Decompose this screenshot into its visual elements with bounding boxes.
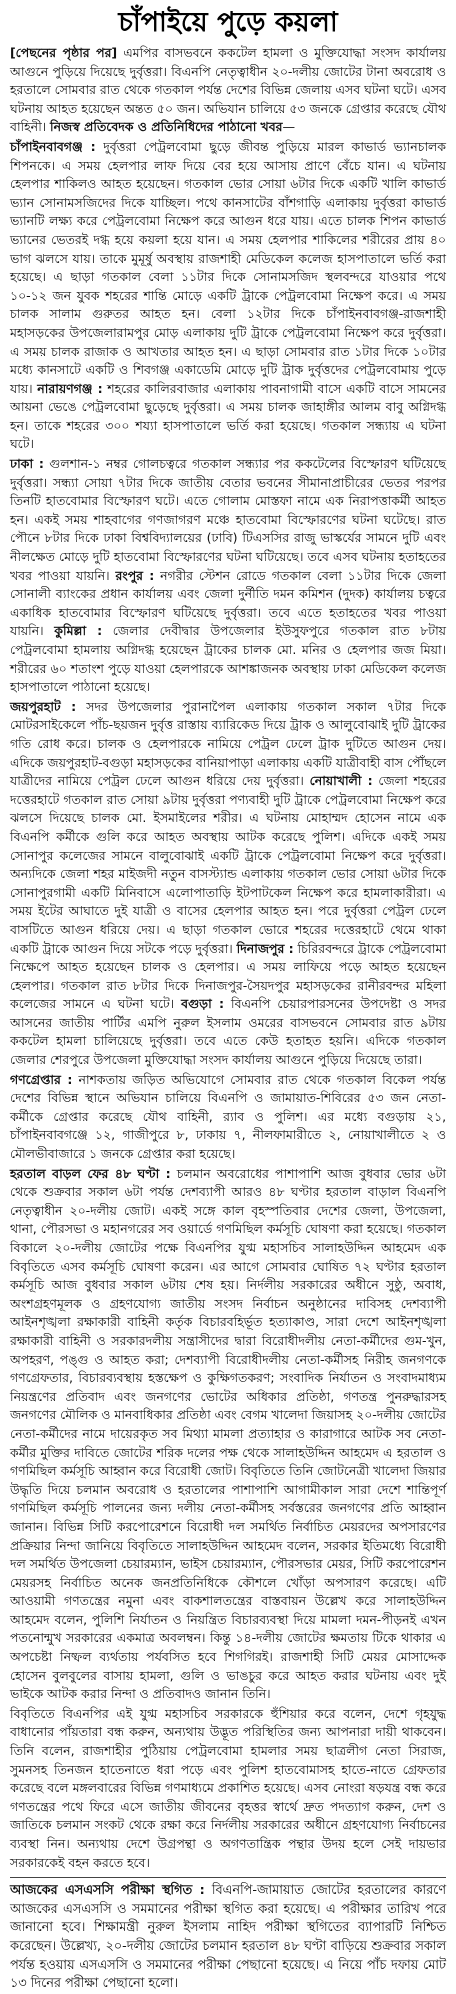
location-label: নোয়াখালী : xyxy=(309,773,373,789)
article-body xyxy=(10,44,446,1872)
paragraph-text: চলমান অবরোধের পাশাপাশি আজ বুধবার ভোর ৬টা থেকে শুক্রবার সকাল ৬টা পর্যন্ত দেশব্যাপী আরও ৪৮ ঘণ্টার হরতাল বাড়াল বিএনপি নেতৃত্বাধীন ২০-দলীয় জোট। একই সঙ্গে কাল বৃহস্পতিবার দেশের জেলা, উপজেলা, থানা, পৌরসভা ও মহানগরের সব ওয়ার্ডে গণমিছিল কর্মসূচি ঘোষণা করা হয়েছে। গতকাল বিকালে ২০-দলীয় জোটের পক্ষে বিএনপির যুগ্ম মহাসচিব সালাহউদ্দিন আহমেদ এক বিবৃতিতে এসব কর্মসূচি ঘোষণা করেন। এর আগে সোমবার ঘোষিত ৭২ ঘণ্টার হরতাল কর্মসূচি আজ বুধবার সকাল ৬টায় শেষ হয়। নির্দলীয় সরকারের অধীনে সুষ্ঠু, অবাধ, অংশগ্রহণমূলক ও গ্রহণযোগ্য জাতীয় সংসদ নির্বাচন অনুষ্ঠানের দাবিসহ দেশব্যাপী আইনশৃঙ্খলা রক্ষাকারী বাহিনী কর্তৃক বিচারবহির্ভূত হত্যাকাণ্ড, সারা দেশে আইনশৃঙ্খলা রক্ষাকারী বাহিনী ও সরকারদলীয় সন্ত্রাসীদের দ্বারা বিরোধীদলীয় নেতা-কর্মীদের গুম-খুন, অপহরণ, পঙ্গু ও আহত করা; দেশব্যাপী বিরোধীদলীয় নেতা-কর্মীসহ নিরীহ জনগণকে গণগ্রেফতার, বিচারব্যবস্থায় হস্তক্ষেপ ও কুক্ষিগতকরণ; সংবাদিক নির্যাতন ও সংবাদমাধ্যম নিয়ন্ত্রণের প্রতিবাদ এবং জনগণের ভোটের অধিকার প্রতিষ্ঠা, গণতন্ত্র পুনরুদ্ধারসহ জনগণের মৌলিক ও মানবাধিকার প্রতিষ্ঠা এবং বেগম খালেদা জিয়াসহ ২০-দলীয় জোটের নেতা-কর্মীদের নামে দায়েরকৃত সব মিথ্যা মামলা প্রত্যাহার ও কারাগারে আটক সব নেতা-কর্মীর মুক্তির দাবিতে জোটের শরিক দলের পক্ষ থেকে সালাহউদ্দিন আহমেদ এ হরতাল ও গণমিছিল কর্মসূচি আহ্বান করে বিরোধী জোট। বিবৃতিতে তিনি জোটনেত্রী খালেদা জিয়ার উদ্ধৃতি দিয়ে চলমান অবরোধ ও হরতালের পাশাপাশি আগামীকাল সারা দেশে শান্তিপূর্ণ গণমিছিল কর্মসূচি পালনের জন্য দলীয় নেতা-কর্মীসহ সর্বস্তরের জনগণের প্রতি আহ্বান জানান। বিভিন্ন সিটি করপোরেশনে বিরোধী দল সমর্থিত নির্বাচিত মেয়রদের অপসারণের প্রক্রিয়ার নিন্দা জানিয়ে বিবৃতিতে সালাহউদ্দিন আহমেদ বলেন, সরকার ইতিমধ্যে বিরোধী দল সমর্থিত উপজেলা চেয়ারম্যান, ভাইস চেয়ারম্যান, পৌরসভার মেয়র, সিটি করপোরেশন মেয়রসহ নির্বাচিত অনেক জনপ্রতিনিধিকে কৌশলে খোঁড়া অপসারণ করেছে। এটি আওয়ামী গণতন্ত্রের নমুনা এবং বাকশালতন্ত্রের বাস্তবায়ন উল্লেখ করে সালাহউদ্দিন আহমেদ বলেন, পুলিশি নির্যাতন ও নিয়ন্ত্রিত বিচারব্যবস্থা দিয়ে মামলা দমন-পীড়নই এখন পতনোন্মুখ সরকারের একমাত্র অবলম্বন। কিন্তু ১৪-দলীয় জোটের ক্ষমতায় টিকে থাকার এ অপচেষ্টা নিষ্ফল ব্যর্থতায় পর্যবসিত হবে শিগগিরই। রাজশাহী সিটি মেয়র মোসাদ্দেক হোসেন বুলবুলের বাসায় হামলা, গুলি ও ভাঙচুর করে আহত করার ঘটনায় এবং দুই ভাইকে আটক করার নিন্দা ও প্রতিবাদও জানান তিনি। xyxy=(10,1165,446,1702)
location-label: কুমিল্লা : xyxy=(54,623,103,639)
continued-tag: [পেছনের পৃষ্ঠার পর] xyxy=(10,45,118,60)
paragraph-mass-arrest xyxy=(10,1071,446,1164)
paragraph-text: সদর উপজেলার পুরানাপৈল এলাকায় গতকাল সকাল ৭টার দিকে মোটরসাইকেলে পাঁচ-ছয়জন দুর্বৃত্ত রাস্তায় ব্যারিকেড দিয়ে ট্রাক ও আলুবোঝাই দুটি ট্রাকের গতি রোধ করে। চালক ও হেলপারকে নামিয়ে পেট্রল ঢেলে ট্রাক দুটিতে আগুন দেয়। এদিকে জয়পুরহাট-বগুড়া মহাসড়কের বানিয়াপাড়া এলাকায় একটি যাত্রীবাহী বাস পৌঁছলে যাত্রীদের নামিয়ে পেট্রল ঢেলে আগুন ধরিয়ে দেয় দুর্বৃত্তরা। xyxy=(10,698,446,789)
paragraph-text: বিএনপি চেয়ারপারসনের উপদেষ্টা ও সদর আসনের জাতীয় পার্টির এমপি নুরুল ইসলাম ওমরের বাসভবনে সোমবার রাত ৯টায় ককটেল হামলা চালিয়েছে দুর্বৃত্তরা। তবে এতে কেউ হতাহত হয়নি। এদিকে গতকাল জেলার শেরপুরে উপজেলা মুক্তিযোদ্ধা সংসদ কার্যালয় আগুনে পুড়িয়ে দিয়েছে তারা। xyxy=(10,996,446,1068)
paragraph-text: গুলশান-১ নম্বর গোলচত্বরে গতকাল সন্ধ্যার পর ককটেলের বিস্ফোরণ ঘটিয়েছে দুর্বৃত্তরা। সন্ধ্যা সোয়া ৭টার দিকে জাতীয় বেতার ভবনের সীমানাপ্রাচীরের ভেতর পরপর তিনটি হাতবোমার বিস্ফোরণ ঘটে। এতে গোলাম মোস্তফা নামে এক নিরাপত্তাকর্মী আহত হন। একই সময় শাহবাগের গণজাগরণ মঞ্চে হাতবোমা বিস্ফোরণের ঘটনা ঘটেছে। রাত পৌনে ৮টার দিকে ঢাকা বিশ্ববিদ্যালয়ের (ঢাবি) টিএসসির রাজু ভাস্কর্যের সামনে দুটি এবং নীলক্ষেত মোড়ে দুটি হাতবোমা বিস্ফোরণের ঘটনা ঘটিয়েছে। তবে এসব ঘটনায় হতাহতের খবর পাওয়া যায়নি। xyxy=(10,456,446,583)
paragraph-text: বিএনপি-জামায়াত জোটের হরতালের কারণে আজকের এসএসসি ও সমমানের পরীক্ষা স্থগিত করা হয়েছে। এ পরীক্ষার তারিখ পরে জানানো হবে। শিক্ষামন্ত্রী নুরুল ইসলাম নাহিদ পরীক্ষা স্থগিতের ব্যাপারটি নিশ্চিত করেছেন। উল্লেখ্য, ২০-দলীয় জোটের চলমান হরতাল ৪৮ ঘণ্টা বাড়িয়ে শুক্রবার সকাল পর্যন্ত হওয়ায় এসএসসি ও সমমানের পরীক্ষা পেছানো হয়েছে। এ নিয়ে পাঁচ দফায় মোট ১৩ দিনের পরীক্ষা পেছানো হলো। xyxy=(10,1883,446,1992)
paragraph-text: জেলা শহরের দত্তেরহাটে গতকাল রাত সোয়া ৯টায় দুর্বৃত্তরা পণ্যবাহী দুটি ট্রাকে পেট্রলবোমা নিক্ষেপ করে ঝলসে দিয়েছে চালক মো. ইসমাইলের শরীর। এ ঘটনায় মোহাম্মদ হোসেন নামে এক বিএনপি কর্মীকে গুলি করে আহত অবস্থায় আটক করেছে পুলিশ। এদিকে একই সময় সোনাপুর কলেজের সামনে বালুবোঝাই একটি ট্রাকে পেট্রলবোমা নিক্ষেপ করে দুর্বৃত্তরা। অন্যদিকে জেলা শহর মাইজদী নতুন বাসস্ট্যান্ড এলাকায় গতকাল ভোর সোয়া ৬টার দিকে সোনাপুরগামী একটি মিনিবাসে এলোপাতাড়ি ইটপাটকেল নিক্ষেপ করে হামলাকারীরা। এ সময় ইটের আঘাতে দুই যাত্রী ও বাসের হেলপার আহত হন। পরে দুর্বৃত্তরা পেট্রল ঢেলে বাসটিতে আগুন ধরিয়ে দেয়। এ ছাড়া গতকাল ভোরে শহরের দত্তেরহাটে থেমে থাকা একটি ট্রাকে আগুন দিয়ে সটকে পড়ে দুর্বৃত্তরা। xyxy=(10,773,446,956)
paragraph-text: চিরিরবন্দরে ট্রাকে পেট্রলবোমা নিক্ষেপে আহত হয়েছেন চালক ও হেলপার। এ সময় লাফিয়ে পড়ে আহত হয়েছেন হেলপার। গতকাল রাত ৮টার দিকে দিনাজপুর-সৈয়দপুর মহাসড়কের রানীরবন্দর মহিলা কলেজের সামনে এ ঘটনা ঘটে। xyxy=(10,940,446,1012)
section-label: হরতাল বাড়ল ফের ৪৮ ঘণ্টা : xyxy=(10,1165,171,1181)
section-label: গণগ্রেপ্তার : xyxy=(10,1071,73,1087)
sub-headline: আজকের এসএসসি পরীক্ষা স্থগিত : xyxy=(10,1883,205,1899)
location-label: নারায়ণগঞ্জ : xyxy=(37,380,103,396)
byline-dash: — xyxy=(282,119,295,135)
location-label: বগুড়া : xyxy=(181,996,224,1012)
location-label: রংপুর : xyxy=(115,567,155,583)
paragraph-chapainawabganj xyxy=(10,138,446,454)
location-label: জয়পুরহাট : xyxy=(10,698,77,714)
paragraph-text: নাশকতায় জড়িত অভিযোগে সোমবার রাত থেকে গতকাল বিকেল পর্যন্ত দেশের বিভিন্ন স্থানে অভিযান চালিয়ে বিএনপি ও জামায়াত-শিবিরের ৫৩ জন নেতা-কর্মীকে গ্রেপ্তার করেছে যৌথ বাহিনী, র‌্যাব ও পুলিশ। এর মধ্যে বগুড়ায় ২১, চাঁপাইনবাবগঞ্জে ১২, গাজীপুরে ৮, ঢাকায় ৭, নীলফামারীতে ২, নোয়াখালীতে ২ ও মৌলভীবাজারে ১ জনকে গ্রেপ্তার করা হয়েছে। xyxy=(10,1071,447,1162)
paragraph-text: শহরের কালিরবাজার এলাকায় পাবনাগামী বাসে একটি বাসে সামনের আয়না ভেঙে পেট্রলবোমা ছুড়েছে দুর্বৃত্তরা। এ সময় চালক জাহাঙ্গীর আলম বাবু অগ্নিদগ্ধ হন। তাকে শহরের ৩০০ শয্যা হাসপাতালে ভর্তি করা হয়েছে। গতকাল সন্ধ্যায় এ ঘটনা ঘটে। xyxy=(10,380,446,452)
location-label: দিনাজপুর : xyxy=(236,940,294,956)
headline: চাঁপাইয়ে পুড়ে কয়লা xyxy=(118,7,338,38)
location-label: চাঁপাইনবাবগঞ্জ : xyxy=(10,138,96,154)
paragraph-text: দুর্বৃত্তরা পেট্রলবোমা ছুড়ে জীবন্ত পুড়িয়ে মারল কাভার্ড ভ্যানচালক শিপনকে। এ সময় হেলপার লাফ দিয়ে বের হয়ে আসায় প্রাণে বেঁচে যান। এ ঘটনায় হেলপার শাকিলও আহত হয়েছেন। গতকাল ভোর সোয়া ৬টার দিকে একটি খালি কাভার্ড ভ্যান সোনামসজিদের দিকে যাচ্ছিল। পথে কানসাটের বাঁশগাড়ি এলাকায় দুর্বৃত্তরা কাভার্ড ভ্যানটি লক্ষ্য করে পেট্রলবোমা নিক্ষেপ করে আগুন ধরে যায়। এতে চালক শিপন কাভার্ড ভ্যানের ভেতরই দগ্ধ হয়ে কয়লা হয়ে যান। এ সময় হেলপার শাকিলের শরীরের প্রায় ৪০ ভাগ ঝলসে যায়। তাকে মুমূর্ষু অবস্থায় রাজশাহী মেডিকেল কলেজ হাসপাতালে ভর্তি করা হয়েছে। এ ছাড়া গতকাল বেলা ১১টার দিকে সোনামসজিদ স্থলবন্দরে যাওয়ার পথে ১০-১২ জন যুবক শহরের শান্তি মোড়ে একটি ট্রাকে পেট্রলবোমা নিক্ষেপ করে। এ সময় চালক সালাম গুরুতর আহত হন। বেলা ১২টার দিকে চাঁপাইনবাবগঞ্জ-রাজশাহী মহাসড়কের উপজেলারামপুর মোড় এলাকায় দুটি ট্রাকে পেট্রলবোমা নিক্ষেপ করে দুর্বৃত্তরা। এ সময় চালক রাজাক ও আখতার আহত হন। এ ছাড়া সোমবার রাত ১টার দিকে ১০টার মধ্যে কানসাটে একটি ও শিবগঞ্জ একাডেমি মোড়ে দুটি ট্রাক দুর্বৃত্তদের পেট্রলবোমায় পুড়ে যায়। xyxy=(10,138,446,396)
divider xyxy=(10,1877,446,1878)
paragraph-hartal xyxy=(10,1165,446,1704)
lead-paragraph xyxy=(10,44,446,137)
ssc-postponed-item xyxy=(10,1882,446,1994)
lead-text: এমপির বাসভবনে ককটেল হামলা ও মুক্তিযোদ্ধা সংসদ কার্যালয় আগুনে পুড়িয়ে দিয়েছে দুর্বৃত্তরা। বিএনপি নেতৃত্বাধীন ২০-দলীয় জোটের টানা অবরোধ ও হরতালে সোমবার রাত থেকে গতকাল পর্যন্ত দেশের বিভিন্ন জেলায় এসব ঘটনা ঘটে। এসব ঘটনায় আহত হয়েছেন অন্তত ৫০ জন। অভিযান চালিয়ে ৫৩ জনকে গ্রেপ্তার করেছে যৌথ বাহিনী। xyxy=(10,45,446,135)
location-label: ঢাকা : xyxy=(10,456,44,472)
paragraph-joypurhat xyxy=(10,698,446,1070)
paragraph-text: জেলার দেবীদ্বার উপজেলার ইউসুফপুরে গতকাল রাত ৮টায় পেট্রলবোমা হামলায় অগ্নিদগ্ধ হয়েছেন ট্রাকের চালক মো. মনির ও হেলপার জজ মিয়া। শরীরের ৬০ শতাংশ পুড়ে যাওয়া হেলপারকে আশঙ্কাজনক অবস্থায় ঢাকা মেডিকেল কলেজ হাসপাতালে পাঠানো হয়েছে। xyxy=(10,623,447,695)
byline: নিজস্ব প্রতিবেদক ও প্রতিনিধিদের পাঠানো খবর xyxy=(50,119,283,135)
paragraph-text: নগরীর স্টেশন রোডে গতকাল বেলা ১১টার দিকে জেলা সোনালী ব্যাংকের প্রধান কার্যালয় এবং জেলা দুর্নীতি দমন কমিশন (দুদক) কার্যালয় চত্বরে একাধিক হাতবোমার বিস্ফোরণ ঘটিয়েছে দুর্বৃত্তরা। তবে এতে হতাহতের খবর পাওয়া যায়নি। xyxy=(10,567,446,639)
paragraph-statement: বিবৃতিতে বিএনপির এই যুগ্ম মহাসচিব সরকারকে হুঁশিয়ার করে বলেন, দেশে গৃহযুদ্ধ বাধানোর পাঁয়তারা বন্ধ করুন, অন্যথায় উদ্ভূত পরিস্থিতির জন্য আপনারা দায়ী থাকবেন। তিনি বলেন, রাজশাহীর পুঠিয়ায় পেট্রলবোমা হামলার সময় ছাত্রলীগ নেতা সিরাজ, সুমনসহ তিনজন হাতেনাতে ধরা পড়ে এবং পুলিশ হাতবোমাসহ হাতে-নাতে গ্রেফতার করেছে বলে মঙ্গলবারের বিভিন্ন গণমাধ্যমে প্রকাশিত হয়েছে। এসব নোংরা ষড়যন্ত্র বন্ধ করে গণতন্ত্রের পথে ফিরে এসে জাতীয় জীবনের বৃহত্তর স্বার্থে দ্রুত পদত্যাগ করুন, দেশ ও জাতিকে চলমান সংকট থেকে রক্ষা করে নির্দলীয় সরকারের অধীনে গ্রহণযোগ্য নির্বাচনের ব্যবস্থা নিন। অন্যথায় দেশে উগ্রপন্থা ও অগণতান্ত্রিক পন্থার উদয় হলে সেই দায়ভার সরকারকেই বহন করতে হবে। xyxy=(10,1705,446,1870)
paragraph-dhaka xyxy=(10,455,446,697)
